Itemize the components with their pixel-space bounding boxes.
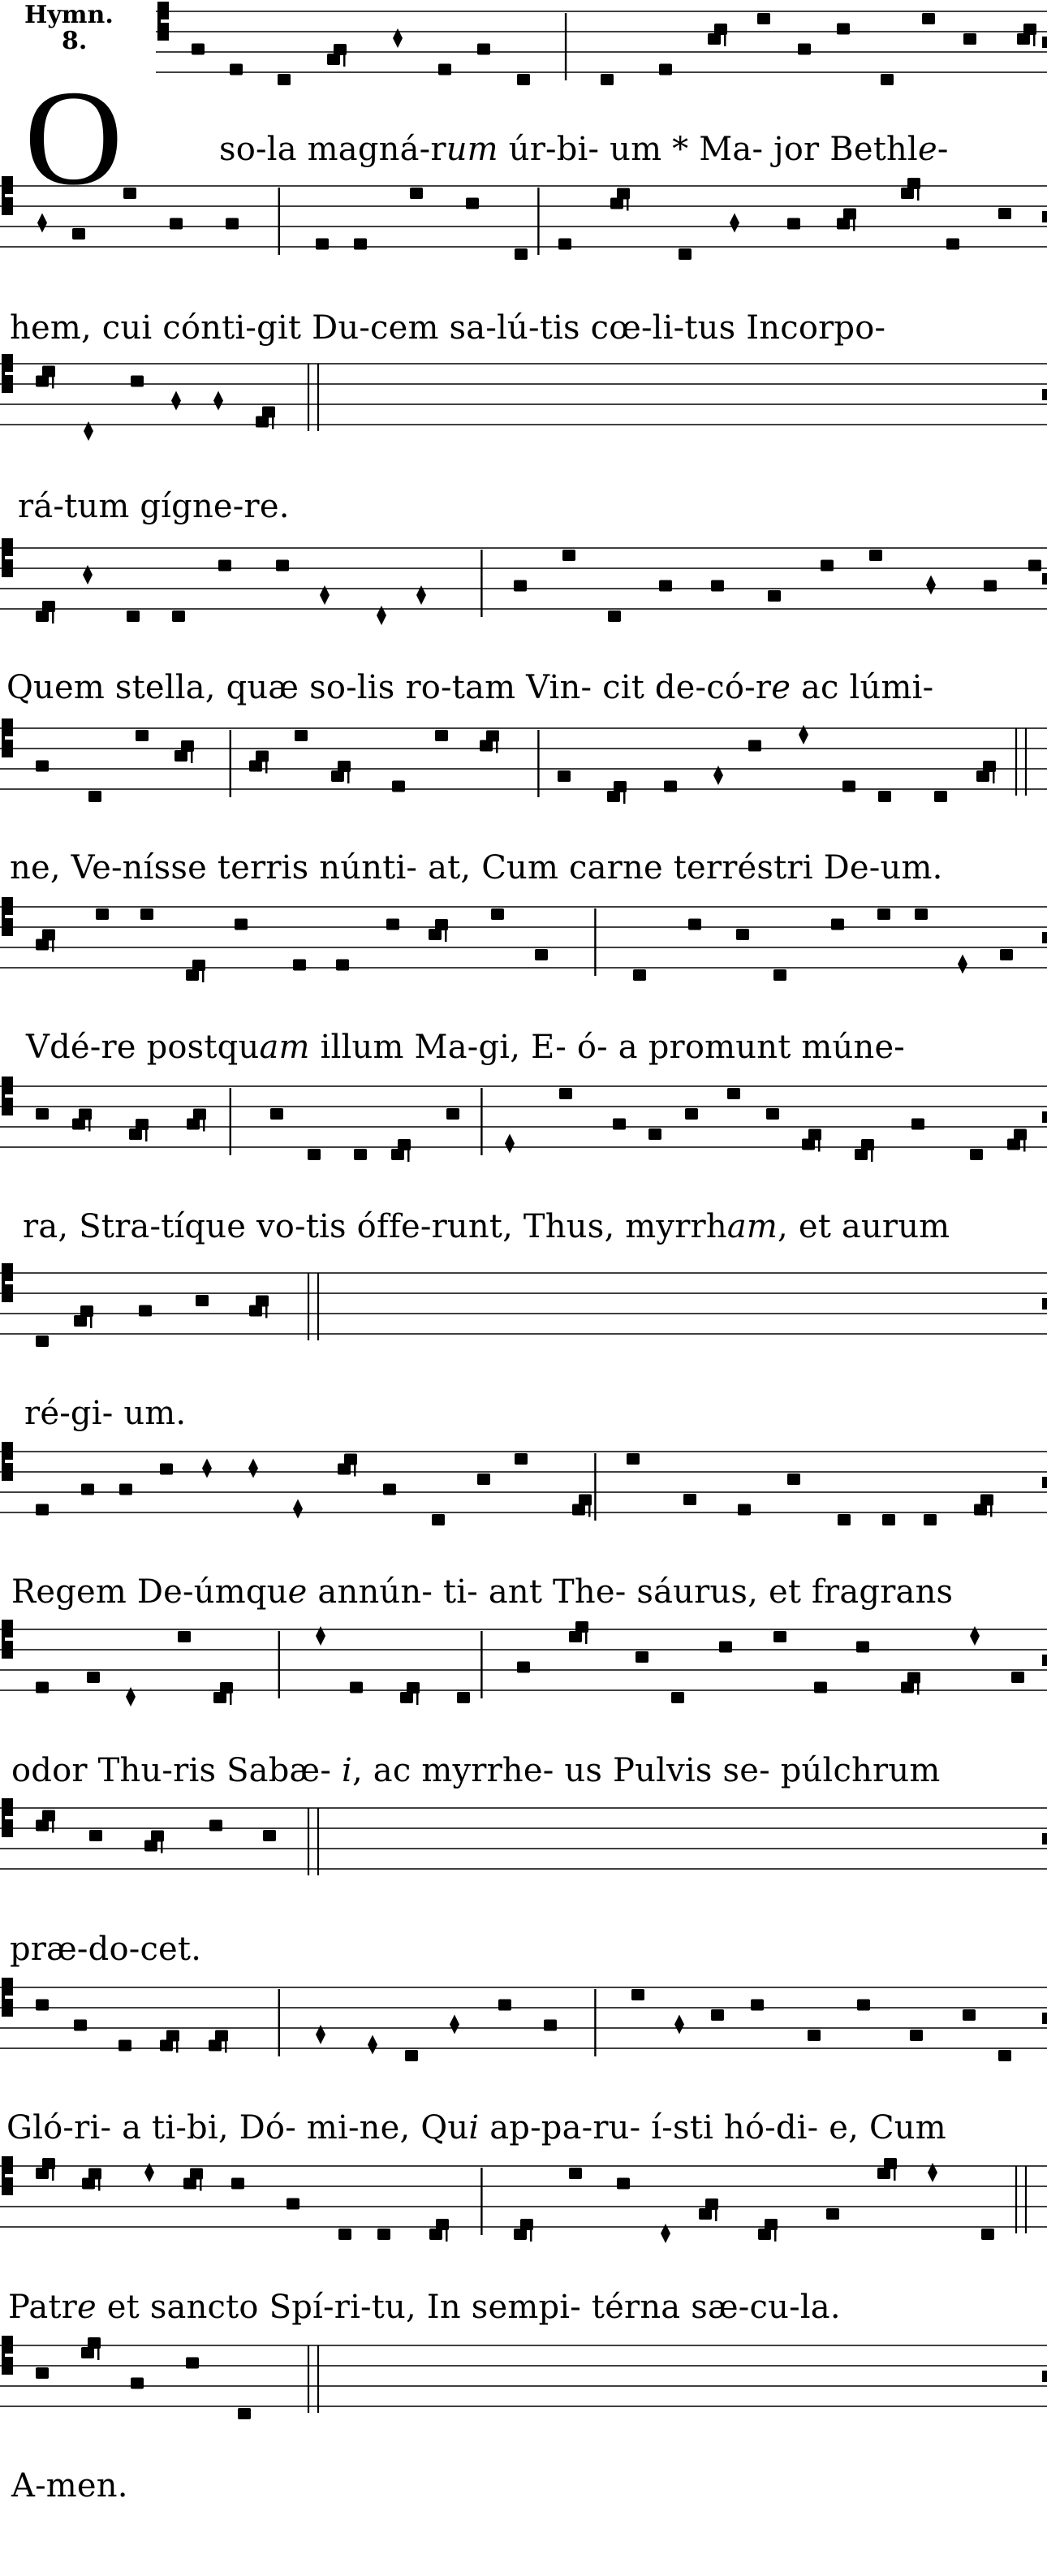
neume-stem xyxy=(1033,24,1036,46)
neume-stem xyxy=(724,24,726,46)
neume-stem xyxy=(416,1682,419,1705)
neume-note xyxy=(877,2168,890,2179)
neume-note xyxy=(515,248,528,260)
neume-note xyxy=(946,239,959,250)
neume-stem xyxy=(627,188,629,211)
neume-rhombus xyxy=(293,1499,303,1519)
neume-note xyxy=(922,13,935,24)
clef-stem xyxy=(2,176,5,215)
neume-rhombus xyxy=(248,1459,258,1478)
neume-rhombus xyxy=(505,1134,515,1154)
neume-note xyxy=(438,64,451,76)
neume-note xyxy=(877,908,890,920)
neume-note xyxy=(855,1149,868,1160)
clef-stem xyxy=(2,2156,5,2195)
neume-note xyxy=(569,1631,582,1642)
neume-note xyxy=(963,33,976,45)
neume-note xyxy=(354,1149,367,1160)
neume-note xyxy=(708,33,721,45)
neume-note xyxy=(514,580,527,592)
clef-stem xyxy=(157,2,161,41)
neume-stem xyxy=(145,1119,148,1141)
neume-stem xyxy=(161,1831,163,1853)
custos xyxy=(1042,37,1047,48)
neume-note xyxy=(308,1149,321,1160)
neume-stem xyxy=(343,44,346,67)
neume-stem xyxy=(52,930,54,952)
clef-stem xyxy=(2,354,5,393)
custos xyxy=(1042,2371,1047,2382)
neume-note xyxy=(36,1335,49,1347)
lyric-line: A-men. xyxy=(11,2467,128,2505)
neume-note xyxy=(36,376,49,387)
neume-note xyxy=(636,1651,648,1663)
neume-note xyxy=(36,2168,49,2179)
neume-note xyxy=(87,1672,100,1683)
neume-note xyxy=(837,218,850,230)
neume-stem xyxy=(993,761,995,783)
neume-stem xyxy=(347,761,350,783)
neume-note xyxy=(826,2208,839,2220)
neume-note xyxy=(1000,949,1013,960)
neume-note xyxy=(36,1820,49,1832)
neume-note xyxy=(170,218,183,230)
custos xyxy=(1042,389,1047,400)
neume-note xyxy=(711,580,724,592)
neume-note xyxy=(608,611,621,622)
neume-note xyxy=(558,239,571,250)
neume-stem xyxy=(52,2158,54,2181)
neume-stem xyxy=(230,1682,232,1705)
neume-note xyxy=(293,960,306,971)
neume-stem xyxy=(894,2158,896,2181)
neume-note xyxy=(601,74,614,85)
neume-note xyxy=(316,239,329,250)
neume-rhombus xyxy=(730,214,739,233)
neume-note xyxy=(192,44,205,55)
neume-note xyxy=(480,740,493,752)
neume-stem xyxy=(191,740,193,763)
neume-note xyxy=(36,2367,49,2379)
neume-stem xyxy=(917,178,920,201)
neume-stem xyxy=(871,1139,873,1162)
neume-stem xyxy=(265,1296,268,1318)
clef-stem xyxy=(2,718,5,757)
neume-stem xyxy=(52,601,54,624)
neume-note xyxy=(882,1514,895,1525)
neume-stem xyxy=(52,366,54,389)
neume-stem xyxy=(176,2030,179,2053)
neume-note xyxy=(878,791,891,802)
neume-note xyxy=(842,781,855,792)
clef-stem xyxy=(2,2336,5,2375)
custos xyxy=(1042,211,1047,222)
neume-note xyxy=(226,218,239,230)
neume-note xyxy=(627,1453,640,1465)
neume-note xyxy=(383,1484,396,1495)
neume-stem xyxy=(445,919,447,942)
neume-stem xyxy=(496,731,498,753)
neume-note xyxy=(377,2229,390,2240)
neume-note xyxy=(837,24,850,35)
neume-note xyxy=(901,1682,914,1694)
neume-note xyxy=(1007,1139,1020,1150)
neume-note xyxy=(477,1474,490,1485)
neume-note xyxy=(131,2378,144,2389)
neume-note xyxy=(435,730,448,741)
neume-note xyxy=(72,1119,85,1130)
neume-note xyxy=(238,2408,251,2419)
neume-note xyxy=(72,228,85,239)
neume-note xyxy=(172,611,185,622)
lyric-line: ne, Ve-nísse terris núnti- at, Cum carne terréstri De-um. xyxy=(10,849,943,887)
custos xyxy=(1042,1298,1047,1310)
neume-note xyxy=(36,2000,49,2011)
neume-note xyxy=(218,560,231,572)
neume-stem xyxy=(623,781,626,804)
neume-stem xyxy=(354,1454,356,1477)
neume-note xyxy=(671,1692,684,1703)
neume-note xyxy=(136,730,149,741)
neume-note xyxy=(607,791,620,802)
neume-stem xyxy=(446,2219,448,2242)
neume-note xyxy=(738,1504,751,1516)
neume-note xyxy=(515,1453,528,1465)
lyric-line: so-la magná-rum úr-bi- um * Ma- jor Bethle- xyxy=(219,131,949,168)
neume-note xyxy=(911,1119,924,1130)
neume-note xyxy=(36,1108,49,1120)
clef-stem xyxy=(2,897,5,936)
neume-note xyxy=(631,1989,644,2000)
neume-note xyxy=(36,1504,49,1516)
neume-note xyxy=(160,1464,173,1475)
neume-note xyxy=(798,44,811,55)
neume-note xyxy=(457,1692,470,1703)
neume-note xyxy=(683,1494,696,1505)
neume-note xyxy=(131,376,144,387)
neume-note xyxy=(562,550,575,561)
neume-note xyxy=(535,949,548,960)
neume-note xyxy=(391,1149,404,1160)
neume-note xyxy=(748,740,761,752)
neume-note xyxy=(517,1662,530,1673)
neume-rhombus xyxy=(171,391,181,411)
lyric-line: rá-tum gígne-re. xyxy=(18,488,290,525)
lyric-line: Regem De-úmque annún- ti- ant The- sáurus, et fragrans xyxy=(11,1573,954,1611)
neume-note xyxy=(802,1139,815,1150)
lyric-line: præ-do-cet. xyxy=(10,1931,202,1968)
neume-rhombus xyxy=(37,214,47,233)
neume-note xyxy=(36,939,49,951)
neume-note xyxy=(688,919,701,930)
neume-stem xyxy=(225,2030,227,2053)
neume-stem xyxy=(588,1495,591,1517)
neume-note xyxy=(491,908,504,920)
neume-note xyxy=(821,560,834,572)
neume-stem xyxy=(818,1129,821,1152)
neume-stem xyxy=(90,1305,93,1328)
neume-note xyxy=(174,750,187,762)
neume-note xyxy=(160,2040,173,2052)
neume-rhombus xyxy=(674,2015,684,2034)
neume-note xyxy=(410,188,423,199)
custos xyxy=(1042,932,1047,943)
neume-note xyxy=(1017,33,1030,45)
neume-stem xyxy=(774,2219,777,2242)
lyric-line: odor Thu-ris Sabæ- i, ac myrrhe- us Pulvis se- púlchrum xyxy=(11,1752,941,1789)
neume-stem xyxy=(202,960,205,982)
neume-note xyxy=(559,1088,572,1099)
neume-note xyxy=(178,1631,191,1642)
lyric-line: ré-gi- um. xyxy=(24,1395,187,1432)
neume-note xyxy=(183,2178,196,2190)
neume-note xyxy=(544,2020,557,2031)
neume-stem xyxy=(585,1621,588,1644)
neume-note xyxy=(881,74,894,85)
clef-stem xyxy=(2,1263,5,1302)
neume-rhombus xyxy=(368,2035,377,2055)
neume-note xyxy=(140,908,153,920)
neume-note xyxy=(295,730,308,741)
neume-note xyxy=(751,2000,764,2011)
neume-note xyxy=(768,590,781,602)
neume-note xyxy=(787,1474,800,1485)
neume-note xyxy=(336,960,349,971)
neume-stem xyxy=(203,1109,205,1132)
neume-note xyxy=(838,1514,851,1525)
neume-note xyxy=(338,2229,351,2240)
hymn-number: 8. xyxy=(62,27,88,55)
neume-note xyxy=(719,1642,732,1653)
custos xyxy=(1042,1477,1047,1488)
neume-note xyxy=(338,1464,351,1475)
neume-stem xyxy=(853,209,855,231)
neume-stem xyxy=(1023,1129,1026,1152)
neume-note xyxy=(82,2178,95,2190)
neume-note xyxy=(186,2358,199,2369)
clef-stem xyxy=(2,1978,5,2017)
neume-note xyxy=(679,248,692,260)
neume-note xyxy=(787,218,800,230)
neume-stem xyxy=(917,1672,920,1695)
neume-rhombus xyxy=(202,1459,212,1478)
clef-stem xyxy=(2,1620,5,1659)
neume-rhombus xyxy=(926,576,936,595)
neume-note xyxy=(477,44,490,55)
neume-note xyxy=(129,1128,142,1140)
neume-note xyxy=(901,188,914,199)
neume-note xyxy=(727,1088,740,1099)
neume-note xyxy=(617,2178,630,2190)
neume-note xyxy=(558,770,571,782)
neume-note xyxy=(256,416,269,428)
neume-note xyxy=(270,1108,283,1120)
neume-note xyxy=(89,1830,102,1841)
clef-stem xyxy=(2,1442,5,1481)
neume-note xyxy=(81,1484,94,1495)
initial-letter: O xyxy=(24,63,123,214)
neume-note xyxy=(659,64,672,76)
neume-note xyxy=(230,64,243,76)
neume-note xyxy=(196,1295,209,1306)
neume-note xyxy=(74,1315,87,1327)
neume-note xyxy=(209,2040,222,2052)
neume-stem xyxy=(530,2219,532,2242)
hymn-label: Hymn. xyxy=(24,1,114,29)
neume-stem xyxy=(265,751,268,774)
neume-note xyxy=(287,2198,299,2210)
neume-note xyxy=(736,929,749,940)
neume-note xyxy=(514,2229,527,2240)
neume-note xyxy=(446,1108,459,1120)
neume-note xyxy=(139,1305,152,1317)
neume-note xyxy=(685,1108,698,1120)
neume-note xyxy=(984,580,997,592)
neume-note xyxy=(970,1149,983,1160)
neume-note xyxy=(963,2009,976,2021)
neume-note xyxy=(758,2229,771,2240)
neume-rhombus xyxy=(213,391,223,411)
neume-note xyxy=(981,2229,994,2240)
neume-note xyxy=(36,761,49,772)
neume-note xyxy=(36,1682,49,1694)
neume-note xyxy=(498,2000,511,2011)
neume-note xyxy=(209,1820,222,1832)
neume-note xyxy=(517,74,530,85)
neume-note xyxy=(699,2208,712,2220)
clef-stem xyxy=(2,1077,5,1115)
neume-note xyxy=(276,560,289,572)
neume-note xyxy=(664,781,677,792)
neume-stem xyxy=(272,407,274,429)
neume-note xyxy=(648,1128,661,1140)
neume-note xyxy=(910,2030,923,2041)
custos xyxy=(1042,1655,1047,1666)
neume-note xyxy=(773,969,786,981)
neume-note xyxy=(1028,560,1041,572)
neume-note xyxy=(400,1692,413,1703)
neume-note xyxy=(81,2347,94,2358)
lyric-line: ra, Stra-tíque vo-tis óffe-runt, Thus, myrrham, et aurum xyxy=(23,1208,950,1245)
neume-note xyxy=(766,1108,779,1120)
neume-note xyxy=(572,1504,585,1516)
neume-note xyxy=(392,781,405,792)
neume-note xyxy=(405,2050,418,2061)
neume-stem xyxy=(715,2198,717,2221)
neume-note xyxy=(998,2050,1011,2061)
custos xyxy=(1042,1833,1047,1845)
custos xyxy=(1042,2013,1047,2024)
neume-note xyxy=(915,908,928,920)
neume-note xyxy=(613,1119,626,1130)
neume-stem xyxy=(52,1810,54,1833)
neume-note xyxy=(249,761,262,772)
neume-stem xyxy=(97,2337,100,2360)
neume-note xyxy=(429,2229,442,2240)
neume-note xyxy=(633,969,646,981)
neume-note xyxy=(976,770,989,782)
neume-note xyxy=(350,1682,363,1694)
lyric-line: hem, cui cónti-git Du-cem sa-lú-tis cœ-li-tus Incorpo- xyxy=(10,309,886,347)
neume-note xyxy=(127,611,140,622)
custos xyxy=(1042,1111,1047,1123)
neume-note xyxy=(213,1692,226,1703)
neume-note xyxy=(610,198,623,209)
neume-note xyxy=(924,1514,937,1525)
neume-note xyxy=(569,2168,582,2179)
neume-rhombus xyxy=(450,2015,459,2034)
neume-stem xyxy=(88,1109,91,1132)
neume-note xyxy=(88,791,101,802)
neume-stem xyxy=(407,1139,410,1162)
neume-note xyxy=(814,1682,827,1694)
neume-note xyxy=(186,969,199,981)
neume-note xyxy=(235,919,248,930)
neume-note xyxy=(263,1830,276,1841)
neume-note xyxy=(857,2000,870,2011)
custos xyxy=(1042,573,1047,585)
neume-note xyxy=(773,1631,786,1642)
neume-note xyxy=(856,1642,869,1653)
neume-note xyxy=(278,74,291,85)
lyric-line: Patre et sancto Spí-ri-tu, In sempi- térna sæ-cu-la. xyxy=(8,2289,841,2326)
neume-stem xyxy=(990,1495,993,1517)
neume-stem xyxy=(98,2168,101,2191)
neume-note xyxy=(231,2178,244,2190)
neume-note xyxy=(96,908,109,920)
neume-note xyxy=(869,550,882,561)
neume-note xyxy=(757,13,770,24)
neume-note xyxy=(429,929,442,940)
neume-note xyxy=(432,1514,445,1525)
neume-note xyxy=(123,188,136,199)
neume-note xyxy=(808,2030,821,2041)
lyric-line: Vdé-re postquam illum Ma-gi, E- ó- a promunt múne- xyxy=(26,1029,906,1066)
neume-note xyxy=(466,198,479,209)
clef-stem xyxy=(2,538,5,577)
neume-note xyxy=(119,1484,132,1495)
lyric-line: Quem stella, quæ so-lis ro-tam Vin- cit de-có-re ac lúmi- xyxy=(6,669,934,706)
neume-note xyxy=(711,2009,724,2021)
neume-rhombus xyxy=(958,955,967,974)
neume-note xyxy=(386,919,399,930)
neume-note xyxy=(36,611,49,622)
neume-note xyxy=(144,1840,157,1852)
neume-note xyxy=(354,239,367,250)
neume-note xyxy=(1011,1672,1024,1683)
neume-note xyxy=(659,580,672,592)
neume-note xyxy=(331,770,344,782)
neume-note xyxy=(118,2040,131,2052)
neume-note xyxy=(74,2020,87,2031)
neume-note xyxy=(249,1305,262,1317)
neume-note xyxy=(974,1504,987,1516)
neume-note xyxy=(998,208,1011,219)
clef-stem xyxy=(2,1798,5,1837)
neume-stem xyxy=(200,2168,202,2191)
neume-note xyxy=(187,1119,200,1130)
neume-note xyxy=(831,919,844,930)
lyric-line: Gló-ri- a ti-bi, Dó- mi-ne, Qui ap-pa-ru- í-sti hó-di- e, Cum xyxy=(6,2109,946,2147)
neume-note xyxy=(327,54,340,65)
neume-note xyxy=(934,791,947,802)
